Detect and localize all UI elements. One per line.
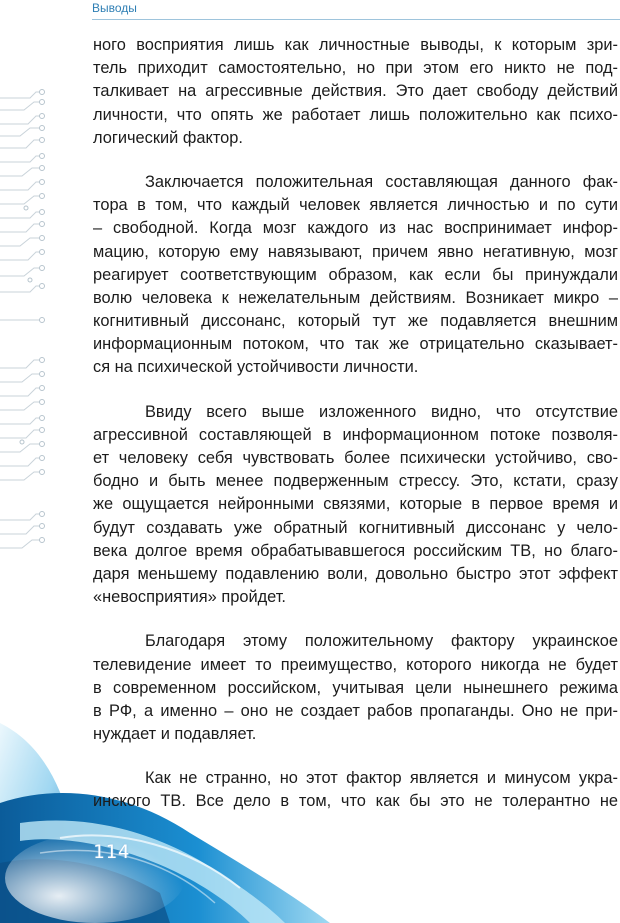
text-line: тора в том, что каждый человек является личностью и по сути [93, 196, 618, 215]
text-line: Благодаря этому положительному фактору украинское [145, 632, 618, 651]
text-line: нуждает и подавляет. [93, 725, 257, 744]
text-line: будут создавать уже обратный когнитивный диссонанс у чело- [93, 518, 618, 537]
text-line: Как не странно, но этот фактор является и минусом укра- [145, 769, 618, 788]
text-line: волю человека к нежелательным действиям. Возникает микро – [93, 288, 618, 307]
text-line: Ввиду всего выше изложенного видно, что отсутствие [145, 402, 618, 421]
text-line: «невосприятия» пройдет. [93, 588, 286, 607]
circuit-pattern-decoration [0, 80, 60, 580]
paragraph [93, 34, 618, 150]
text-line: реагирует соответствующим образом, как если бы принуждали [93, 265, 618, 284]
paragraph [93, 171, 618, 380]
paragraph [93, 630, 618, 746]
text-line: информационным потоком, что так же отрицательно сказывает- [93, 335, 618, 354]
text-line: века долгое время обрабатывавшегося российским ТВ, но благо- [93, 541, 618, 560]
text-line: ного восприятия лишь как личностные выводы, к которым зри- [93, 36, 618, 54]
text-line: ет человеку себя чувствовать более психически устойчиво, сво- [93, 449, 618, 467]
body-text [93, 34, 618, 814]
page-number: 114 [93, 841, 131, 863]
text-line: же ощущается нейронными связями, которые в первое время и [93, 495, 618, 514]
paragraph [93, 401, 618, 610]
text-line: в РФ, а именно – оно не создает рабов пропаганды. Оно не при- [93, 701, 618, 720]
text-line: когнитивный диссонанс, который тут же подавляется внешним [93, 312, 618, 331]
text-line: даря меньшему подавлению воли, довольно быстро этот эффект [93, 564, 618, 583]
text-line: мацию, которую ему навязывают, причем явно негативную, мозг [93, 242, 618, 261]
text-line: агрессивной составляющей в информационном потоке позволя- [93, 425, 618, 444]
text-line: – свободной. Когда мозг каждого из нас воспринимает инфор- [93, 219, 618, 238]
text-line: бодно и быть менее подверженным стрессу. Это, кстати, сразу [93, 472, 618, 491]
text-line: телевидение имеет то преимущество, которого никогда не будет [93, 655, 618, 674]
text-line: инского ТВ. Все дело в том, что как бы это не толерантно не [93, 792, 618, 811]
text-line: в современном российском, учитывая цели нынешнего режима [93, 678, 618, 697]
text-line: тель приходит самостоятельно, но при этом его никто не под- [93, 59, 618, 78]
text-line: логический фактор. [93, 128, 243, 147]
paragraph [93, 767, 618, 813]
text-line: талкивает на агрессивные действия. Это дает свободу действий [93, 82, 618, 101]
text-line: ся на психической устойчивости личности. [93, 358, 419, 377]
text-line: личности, что опять же работает лишь положительно как психо- [93, 105, 618, 124]
running-header: Выводы [92, 1, 137, 15]
header-divider [92, 19, 620, 20]
text-line: Заключается положительная составляющая данного фак- [145, 172, 618, 191]
